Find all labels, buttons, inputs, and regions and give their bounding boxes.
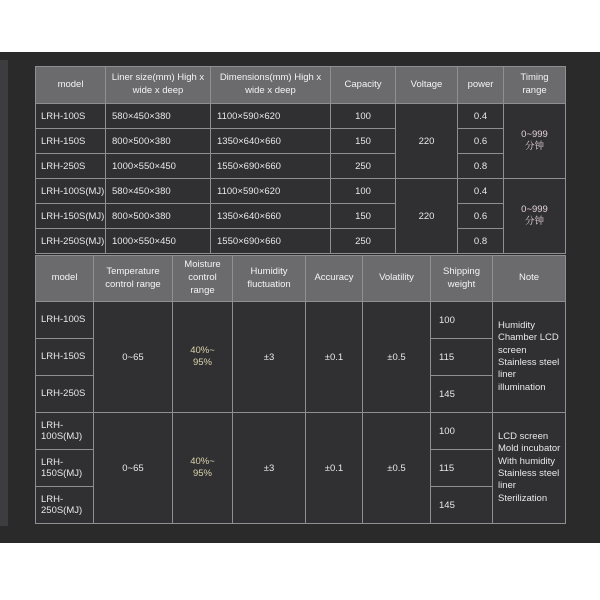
timing-line-1: 0~999: [521, 204, 548, 216]
moisture-line-2: 95%: [192, 468, 212, 479]
spec-table-dimensions: [35, 66, 566, 254]
capacity-cell: 100: [331, 104, 396, 129]
table-row: [36, 229, 566, 254]
model-cell: LRH-100S(MJ): [36, 413, 94, 450]
column-header-moisture-range: Moisture control range: [173, 256, 233, 302]
column-header-temperature-range: Temperature control range: [94, 256, 173, 302]
timing-range-cell: [504, 179, 566, 254]
dimensions-cell: 1350×640×660: [211, 129, 331, 154]
liner-size-cell: 580×450×380: [106, 104, 211, 129]
accuracy-cell: ±0.1: [306, 302, 363, 413]
table-row: [36, 129, 566, 154]
shipping-weight-cell: 115: [431, 339, 493, 376]
header-row: [36, 256, 566, 302]
capacity-cell: 100: [331, 179, 396, 204]
shipping-weight-cell: 100: [431, 302, 493, 339]
liner-size-cell: 1000×550×450: [106, 229, 211, 254]
model-cell: LRH-100S(MJ): [36, 179, 106, 204]
power-cell: 0.8: [458, 154, 504, 179]
shipping-weight-cell: 100: [431, 413, 493, 450]
temperature-cell: 0~65: [94, 302, 173, 413]
column-header-liner-size: Liner size(mm) High x wide x deep: [106, 67, 211, 104]
column-header-shipping-weight: Shipping weight: [431, 256, 493, 302]
column-header-power: power: [458, 67, 504, 104]
column-header-model: model: [36, 256, 94, 302]
shipping-weight-cell: 145: [431, 487, 493, 524]
dimensions-cell: 1550×690×660: [211, 154, 331, 179]
column-header-timing-range: Timing range: [504, 67, 566, 104]
column-header-model: model: [36, 67, 106, 104]
liner-size-cell: 1000×550×450: [106, 154, 211, 179]
table-row: [36, 413, 566, 450]
timing-line-1: 0~999: [521, 129, 548, 141]
timing-line-2: 分钟: [524, 216, 544, 227]
timing-range-cell: [504, 104, 566, 179]
table-row: [36, 104, 566, 129]
column-header-volatility: Volatility: [363, 256, 431, 302]
spec-table-environment: [35, 255, 566, 524]
power-cell: 0.4: [458, 104, 504, 129]
table-row: [36, 154, 566, 179]
model-cell: LRH-150S: [36, 129, 106, 154]
timing-line-2: 分钟: [524, 141, 544, 152]
voltage-cell: 220: [396, 179, 458, 254]
column-header-dimensions: Dimensions(mm) High x wide x deep: [211, 67, 331, 104]
header-row: [36, 67, 566, 104]
column-header-humidity-fluctuation: Humidity fluctuation: [233, 256, 306, 302]
model-cell: LRH-250S(MJ): [36, 229, 106, 254]
shipping-weight-cell: 115: [431, 450, 493, 487]
column-header-voltage: Voltage: [396, 67, 458, 104]
humidity-fluctuation-cell: ±3: [233, 302, 306, 413]
dimensions-cell: 1100×590×620: [211, 179, 331, 204]
capacity-cell: 150: [331, 204, 396, 229]
note-cell: LCD screen Mold incubator With humidity Stainless steel liner Sterilization: [493, 413, 566, 524]
column-header-note: Note: [493, 256, 566, 302]
shipping-weight-cell: 145: [431, 376, 493, 413]
dimensions-cell: 1550×690×660: [211, 229, 331, 254]
humidity-fluctuation-cell: ±3: [233, 413, 306, 524]
volatility-cell: ±0.5: [363, 302, 431, 413]
voltage-cell: 220: [396, 104, 458, 179]
model-cell: LRH-150S: [36, 339, 94, 376]
note-cell: Humidity Chamber LCD screen Stainless steel liner illumination: [493, 302, 566, 413]
capacity-cell: 250: [331, 154, 396, 179]
capacity-cell: 150: [331, 129, 396, 154]
model-cell: LRH-100S: [36, 302, 94, 339]
table-row: [36, 302, 566, 339]
moisture-line-2: 95%: [192, 357, 212, 368]
power-cell: 0.6: [458, 129, 504, 154]
model-cell: LRH-250S: [36, 376, 94, 413]
liner-size-cell: 580×450×380: [106, 179, 211, 204]
power-cell: 0.6: [458, 204, 504, 229]
liner-size-cell: 800×500×380: [106, 129, 211, 154]
power-cell: 0.4: [458, 179, 504, 204]
column-header-capacity: Capacity: [331, 67, 396, 104]
dimensions-cell: 1100×590×620: [211, 104, 331, 129]
left-edge-strip: [0, 60, 8, 526]
liner-size-cell: 800×500×380: [106, 204, 211, 229]
capacity-cell: 250: [331, 229, 396, 254]
moisture-cell: [173, 302, 233, 413]
moisture-line-1: 40%~: [190, 345, 215, 357]
table-row: [36, 204, 566, 229]
model-cell: LRH-150S(MJ): [36, 450, 94, 487]
power-cell: 0.8: [458, 229, 504, 254]
model-cell: LRH-150S(MJ): [36, 204, 106, 229]
volatility-cell: ±0.5: [363, 413, 431, 524]
table-row: [36, 179, 566, 204]
model-cell: LRH-250S(MJ): [36, 487, 94, 524]
temperature-cell: 0~65: [94, 413, 173, 524]
accuracy-cell: ±0.1: [306, 413, 363, 524]
moisture-line-1: 40%~: [190, 456, 215, 468]
column-header-accuracy: Accuracy: [306, 256, 363, 302]
model-cell: LRH-100S: [36, 104, 106, 129]
model-cell: LRH-250S: [36, 154, 106, 179]
dimensions-cell: 1350×640×660: [211, 204, 331, 229]
moisture-cell: [173, 413, 233, 524]
